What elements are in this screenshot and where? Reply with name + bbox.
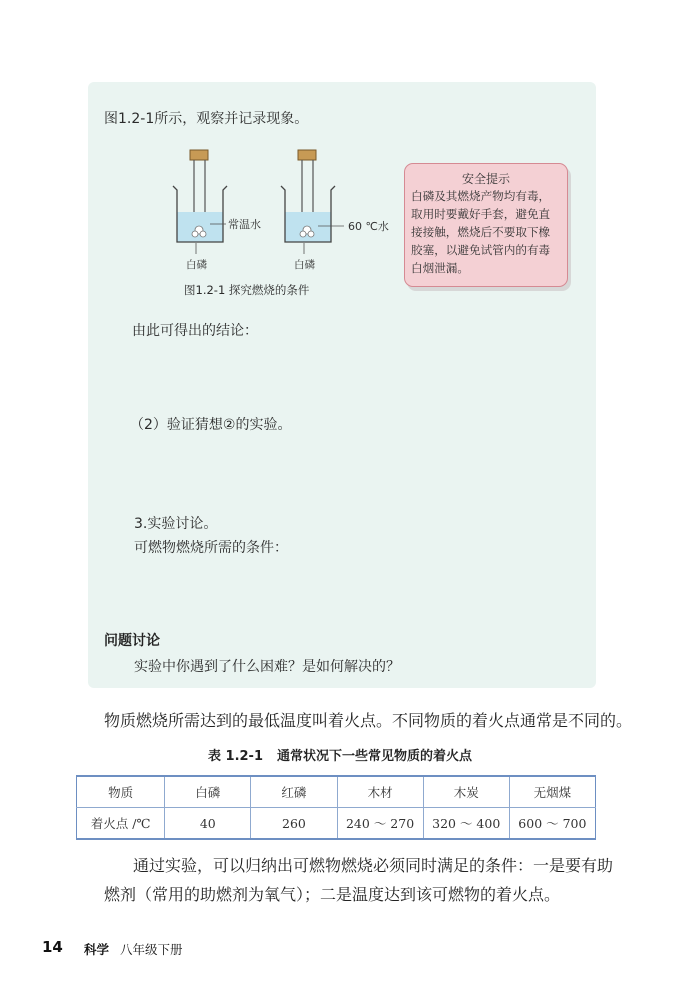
table-cell: 40 [165, 808, 251, 840]
header-cell: 红磷 [251, 776, 337, 808]
header-cell: 无烟煤 [509, 776, 595, 808]
table-header-row [77, 776, 596, 808]
label-hot-water: 60 ℃水 [348, 220, 389, 233]
table-caption [208, 745, 486, 764]
safety-tip-line: 胶塞，以避免试管内的有毒 [411, 243, 551, 257]
question-title: 问题讨论 [104, 633, 160, 649]
table-number: 表 1.2-1 [208, 749, 263, 764]
table-title: 通常状况下一些常见物质的着火点 [277, 749, 473, 764]
conditions-prompt: 可燃物燃烧所需的条件： [134, 540, 288, 556]
safety-tip-title: 安全提示 [461, 172, 510, 186]
footer-grade: 八年级下册 [120, 942, 183, 957]
summary-line: 燃剂（常用的助燃剂为氧气）；二是温度达到该可燃物的着火点。 [104, 885, 561, 904]
label-room-water: 常温水 [228, 218, 261, 231]
header-cell: 木材 [337, 776, 423, 808]
safety-tip-line: 白磷及其燃烧产物均有毒， [411, 189, 551, 203]
safety-tip-line: 白烟泄漏。 [411, 261, 469, 275]
label-white-phosphorus-right: 白磷 [294, 259, 315, 271]
verify-step-2: （2）验证猜想②的实验。 [130, 417, 292, 433]
question-body: 实验中你遇到了什么困难？是如何解决的？ [134, 659, 400, 675]
ignition-point-table [76, 775, 596, 840]
safety-tip-line: 接接触，燃烧后不要取下橡 [411, 225, 551, 239]
table-row [77, 808, 596, 840]
header-cell: 物质 [77, 776, 165, 808]
table-cell: 600 ～ 700 [509, 808, 595, 840]
footer-subject: 科学 [84, 942, 110, 957]
header-cell: 木炭 [423, 776, 509, 808]
definition-text: 物质燃烧所需达到的最低温度叫着火点。不同物质的着火点通常是不同的。 [104, 711, 633, 730]
header-cell: 白磷 [165, 776, 251, 808]
beaker-right [281, 150, 344, 254]
figure-caption: 图1.2-1 探究燃烧的条件 [184, 283, 310, 297]
safety-tip-box [404, 163, 568, 287]
conclusion-prompt: 由此可得出的结论： [132, 323, 258, 339]
table-cell: 240 ～ 270 [337, 808, 423, 840]
beaker-left [173, 150, 227, 254]
label-white-phosphorus-left: 白磷 [186, 259, 207, 271]
discussion-heading: 3.实验讨论。 [134, 516, 218, 532]
table-cell: 260 [251, 808, 337, 840]
safety-tip-line: 取用时要戴好手套，避免直 [411, 207, 551, 221]
table-cell: 320 ～ 400 [423, 808, 509, 840]
page-number: 14 [42, 938, 63, 956]
table-cell: 着火点 /℃ [77, 808, 165, 840]
summary-line: 通过实验，可以归纳出可燃物燃烧必须同时满足的条件：一是要有助 [133, 856, 614, 875]
intro-text: 图1.2-1所示，观察并记录现象。 [104, 111, 309, 127]
experiment-figure [168, 148, 400, 276]
